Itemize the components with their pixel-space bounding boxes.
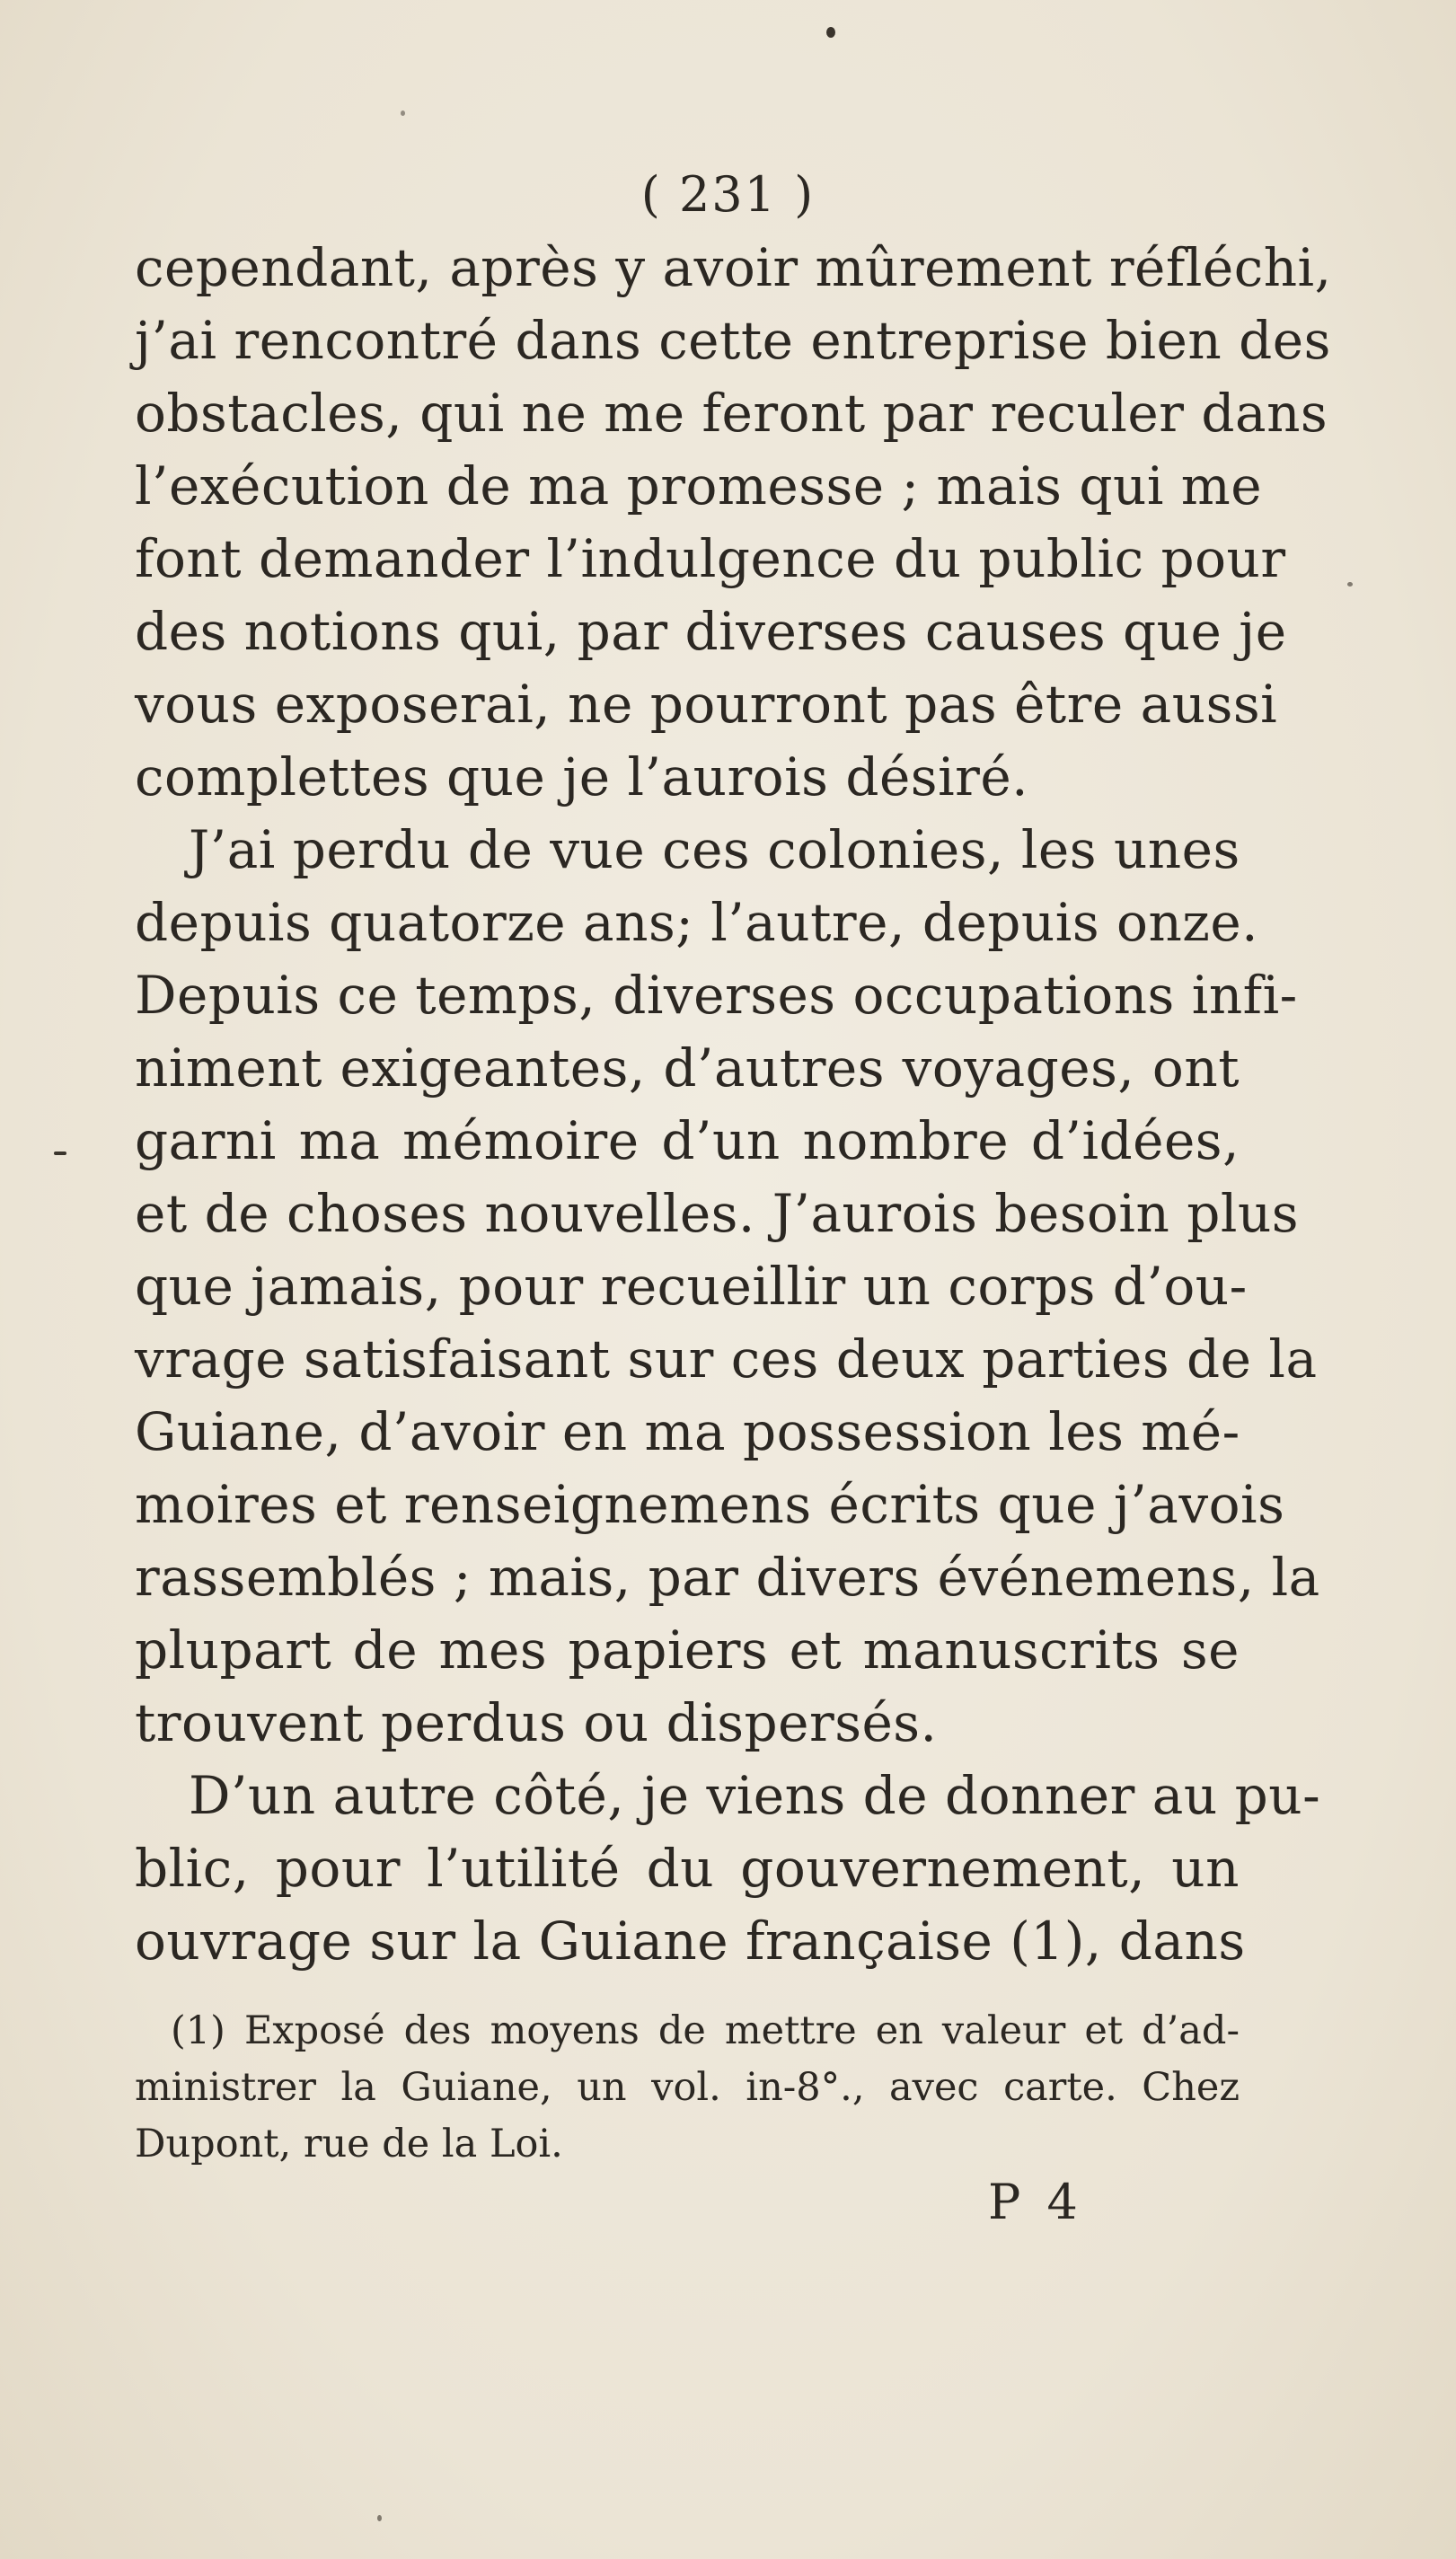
text-line: cependant, après y avoir mûrement réfléchi, [135,237,1332,298]
text-line: J’ai perdu de vue ces colonies, les unes [189,819,1240,880]
page-number: ( 231 ) [640,166,816,223]
text-line: depuis quatorze ans; l’autre, depuis onze. [135,892,1259,953]
text-line: rassemblés ; mais, par divers événemens, la [135,1547,1320,1608]
text-line: complettes que je l’aurois désiré. [135,746,1029,807]
text-line: trouvent perdus ou dispersés. [135,1692,938,1753]
ink-speck [377,2515,382,2521]
text-line: vrage satisfaisant sur ces deux parties de la [135,1328,1318,1390]
text-line: ouvrage sur la Guiane française (1), dans [135,1910,1246,1972]
text-line: font demander l’indulgence du public pour [135,528,1286,589]
text-line: obstacles, qui ne me feront par reculer dans [135,383,1328,444]
ink-speck [54,1152,66,1155]
footnote-line: (1) Exposé des moyens de mettre en valeur et d’ad- [171,2008,1240,2053]
text-line: que jamais, pour recueillir un corps d’ou- [135,1256,1248,1317]
text-line: Guiane, d’avoir en ma possession les mé- [135,1401,1240,1462]
footnote-line: Dupont, rue de la Loi. [135,2122,563,2166]
text-line: blic, pour l’utilité du gouvernement, un [135,1838,1240,1899]
footnote [135,2003,1240,2173]
text-line: et de choses nouvelles. J’aurois besoin plus [135,1183,1300,1244]
ink-speck [401,110,405,116]
text-line: j’ai rencontré dans cette entreprise bien des [135,310,1331,371]
text-line: niment exigeantes, d’autres voyages, ont [135,1037,1240,1099]
text-line: moires et renseignemens écrits que j’avois [135,1474,1285,1535]
body-text [135,232,1332,1978]
text-line: des notions qui, par diverses causes que je [135,601,1287,662]
text-line: D’un autre côté, je viens de donner au pu- [189,1765,1321,1826]
footnote-line: ministrer la Guiane, un vol. in-8°., avec carte. Chez [135,2065,1240,2110]
text-line: vous exposerai, ne pourront pas être aussi [135,674,1278,735]
signature-mark: P 4 [988,2174,1083,2230]
text-line: l’exécution de ma promesse ; mais qui me [135,455,1263,516]
ink-speck [1347,582,1353,587]
ink-speck [826,27,835,38]
text-line: Depuis ce temps, diverses occupations infi- [135,965,1298,1026]
text-line: garni ma mémoire d’un nombre d’idées, [135,1110,1240,1171]
text-line: plupart de mes papiers et manuscrits se [135,1619,1240,1681]
